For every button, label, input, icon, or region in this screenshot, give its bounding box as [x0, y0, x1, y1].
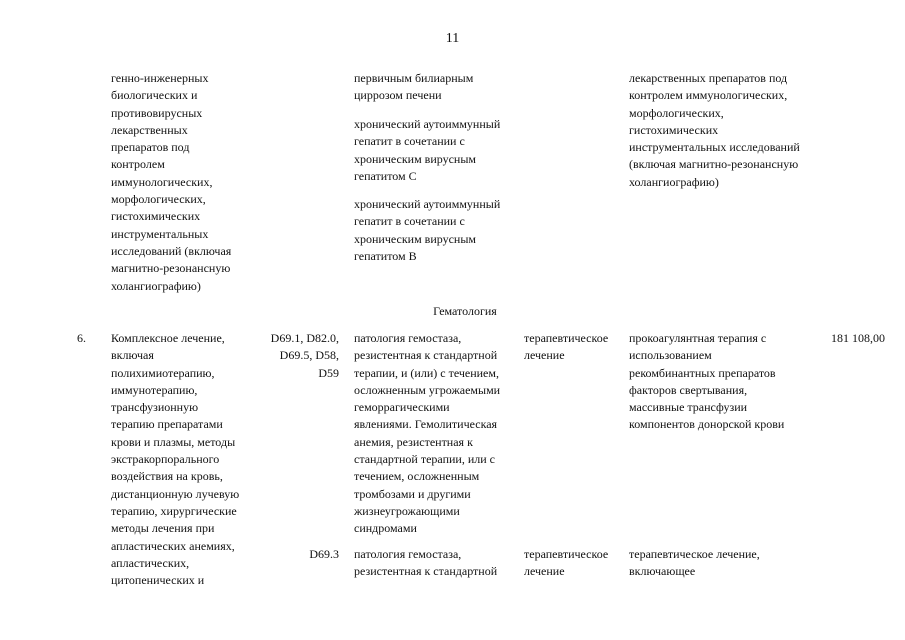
treatment-type-b: терапевтическое лечение	[524, 547, 609, 579]
continued-model-pbc: первичным билиарным циррозом печени	[354, 71, 474, 103]
row-service-text: Комплексное лечение, включая полихимиотерапию, иммунотерапию, трансфузионную терапию препаратами крови и плазмы, методы экстракорпорального воздействия на кровь, дистанционную лучевую терапию, хирургические методы лечения при апластических анемиях, апластических, цитопенических и	[111, 331, 240, 588]
continued-method-text: лекарственных препаратов под контролем иммунологических, морфологических, гистохимических инструментальных исследований (включая магнитно-резонансную холангиографию)	[629, 71, 800, 189]
patient-model-b: патология гемостаза, резистентная к стандартной	[354, 547, 498, 579]
section-heading: Гематология	[433, 304, 497, 318]
continued-service-text: генно-инженерных биологических и противовирусных лекарственных препаратов под контролем иммунологических, морфологических, гистохимических инструментальных исследований (включая магнитно-резонансную холангиографию)	[111, 71, 232, 293]
cost-value: 181 108,00	[831, 331, 885, 345]
treatment-type-a: терапевтическое лечение	[524, 331, 609, 363]
patient-model-a: патология гемостаза, резистентная к стандартной терапии, и (или) с течением, осложненным угрожаемыми геморрагическими явлениями. Гемолитическая анемия, резистентная к стандартной терапии, или с течением, осложненным тромбозами и другими жизнеугрожающими синдромами	[354, 331, 501, 536]
row-number: 6.	[77, 331, 86, 345]
continued-model-hepatitis-b: хронический аутоиммунный гепатит в сочетании с хроническим вирусным гепатитом В	[354, 197, 501, 263]
icd-codes-b: D69.3	[309, 547, 339, 561]
treatment-method-b: терапевтическое лечение, включающее	[629, 547, 760, 579]
continued-model-hepatitis-c: хронический аутоиммунный гепатит в сочетании с хроническим вирусным гепатитом С	[354, 117, 501, 183]
icd-codes-a: D69.1, D82.0, D69.5, D58, D59	[270, 331, 339, 380]
treatment-method-a: прокоагулянтная терапия с использованием рекомбинантных препаратов факторов свертывания, массивные трансфузии компонентов донорской крови	[629, 331, 785, 432]
page-number: 11	[445, 31, 460, 46]
